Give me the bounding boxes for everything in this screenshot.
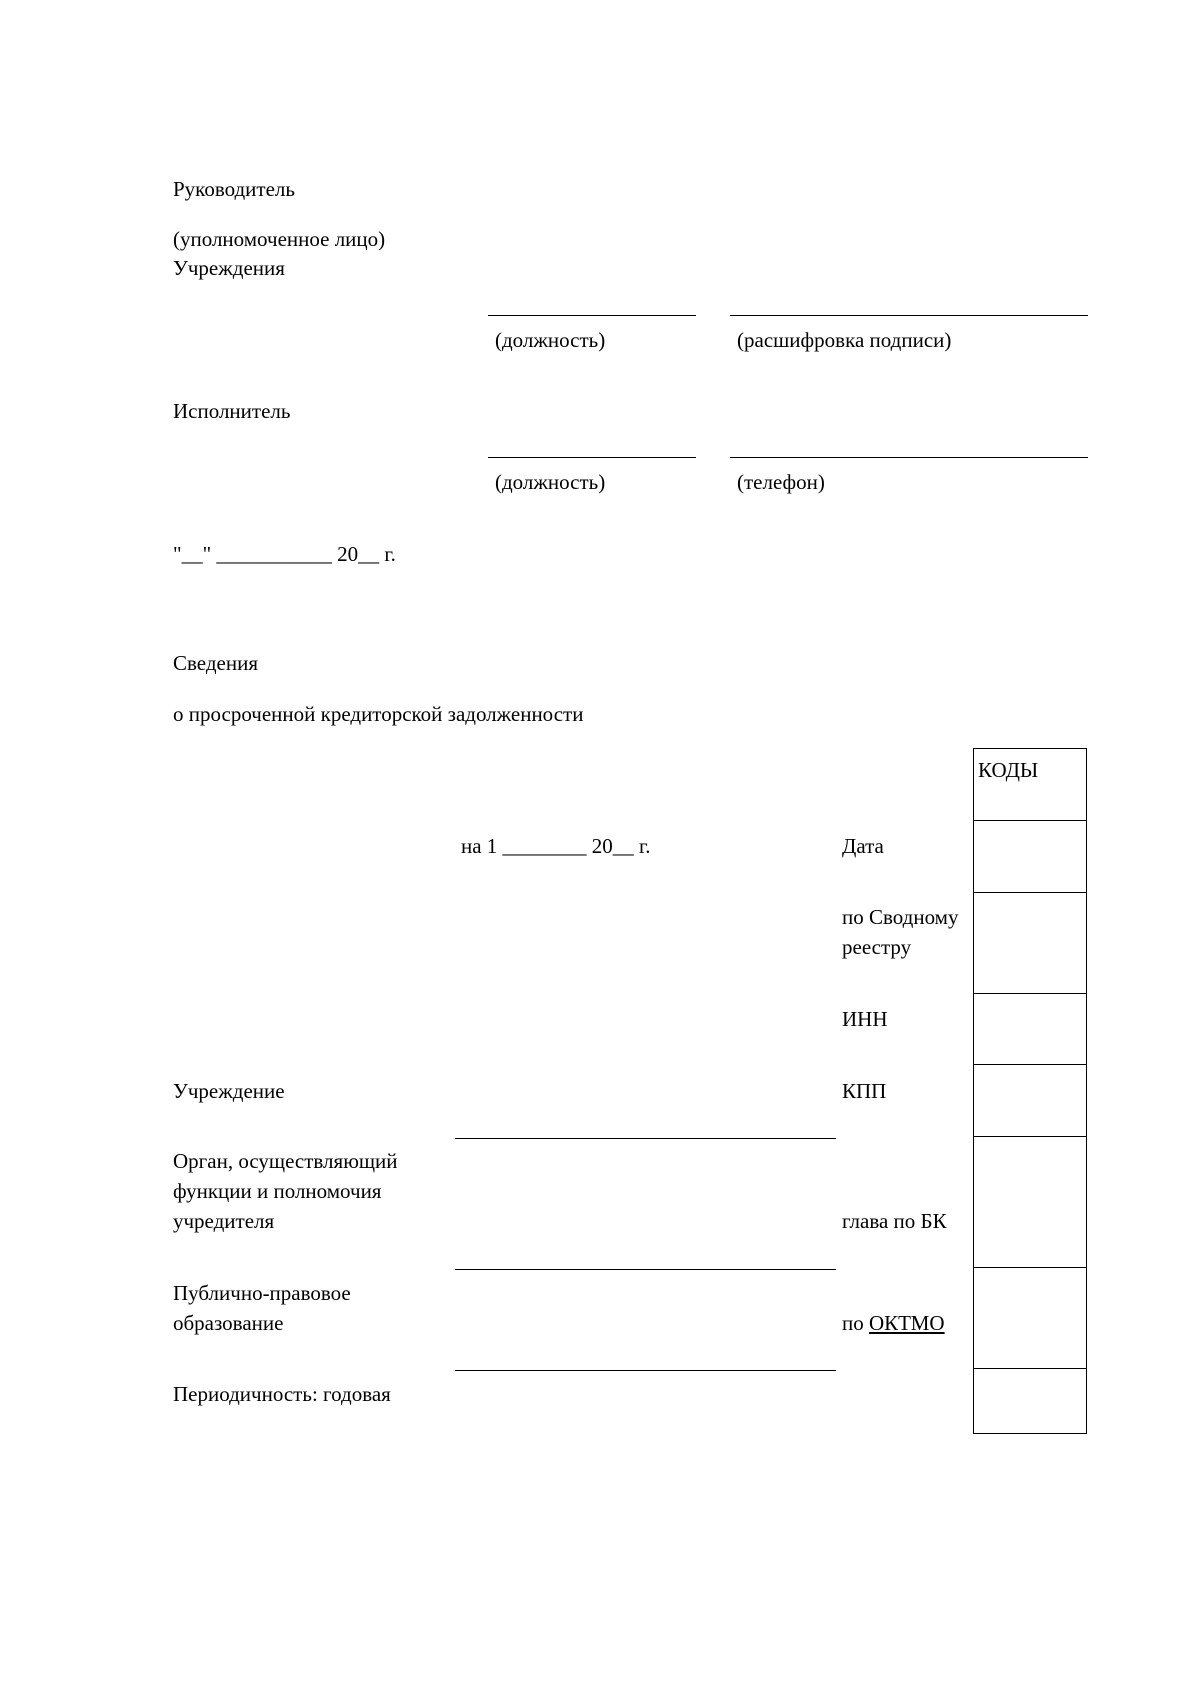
code-label-bk: глава по БК (842, 1209, 947, 1233)
code-label-date: Дата (842, 834, 884, 858)
founder-body-label-line1: Орган, осуществляющий (173, 1149, 398, 1173)
founder-body-label-line3: учредителя (173, 1209, 275, 1233)
code-label-inn: ИНН (842, 1007, 888, 1031)
head-label: Руководитель (173, 177, 295, 201)
authorized-person-label: (уполномоченное лицо) (173, 227, 386, 251)
public-entity-label-line2: образование (173, 1311, 284, 1335)
executor-position-caption: (должность) (495, 470, 606, 494)
codes-row-separator (974, 892, 1086, 893)
codes-header: КОДЫ (978, 758, 1039, 782)
codes-row-separator (974, 820, 1086, 821)
signature-decoding-line (730, 315, 1088, 316)
document-subtitle: о просроченной кредиторской задолженности (173, 702, 584, 726)
codes-row-separator (974, 1136, 1086, 1137)
codes-row-separator (974, 1267, 1086, 1268)
codes-row-separator (974, 1368, 1086, 1369)
position-signature-line (488, 315, 696, 316)
institution-label: Учреждение (173, 1079, 285, 1103)
phone-caption: (телефон) (737, 470, 825, 494)
founder-body-label-line2: функции и полномочия (173, 1179, 382, 1203)
institution-genitive-label: Учреждения (173, 256, 285, 280)
oktmo-prefix: по (842, 1311, 864, 1335)
founder-body-fill-line (455, 1269, 836, 1270)
document-title: Сведения (173, 651, 258, 675)
institution-fill-line (455, 1138, 836, 1139)
oktmo-link[interactable]: ОКТМО (869, 1311, 945, 1335)
executor-label: Исполнитель (173, 399, 291, 423)
code-label-kpp: КПП (842, 1079, 887, 1103)
code-label-registry-line2: реестру (842, 935, 912, 959)
code-label-registry-line1: по Сводному (842, 905, 959, 929)
codes-table (973, 748, 1087, 1434)
signature-decoding-caption: (расшифровка подписи) (737, 328, 952, 352)
code-label-oktmo (842, 1308, 945, 1338)
executor-phone-line (730, 457, 1088, 458)
codes-row-separator (974, 993, 1086, 994)
public-entity-label-line1: Публично-правовое (173, 1281, 351, 1305)
codes-row-separator (974, 1064, 1086, 1065)
executor-position-line (488, 457, 696, 458)
public-entity-fill-line (455, 1370, 836, 1371)
as-of-date-line: на 1 ________ 20__ г. (461, 834, 651, 858)
signature-date-line: "__" ___________ 20__ г. (173, 542, 396, 566)
periodicity-label: Периодичность: годовая (173, 1382, 391, 1406)
position-caption: (должность) (495, 328, 606, 352)
